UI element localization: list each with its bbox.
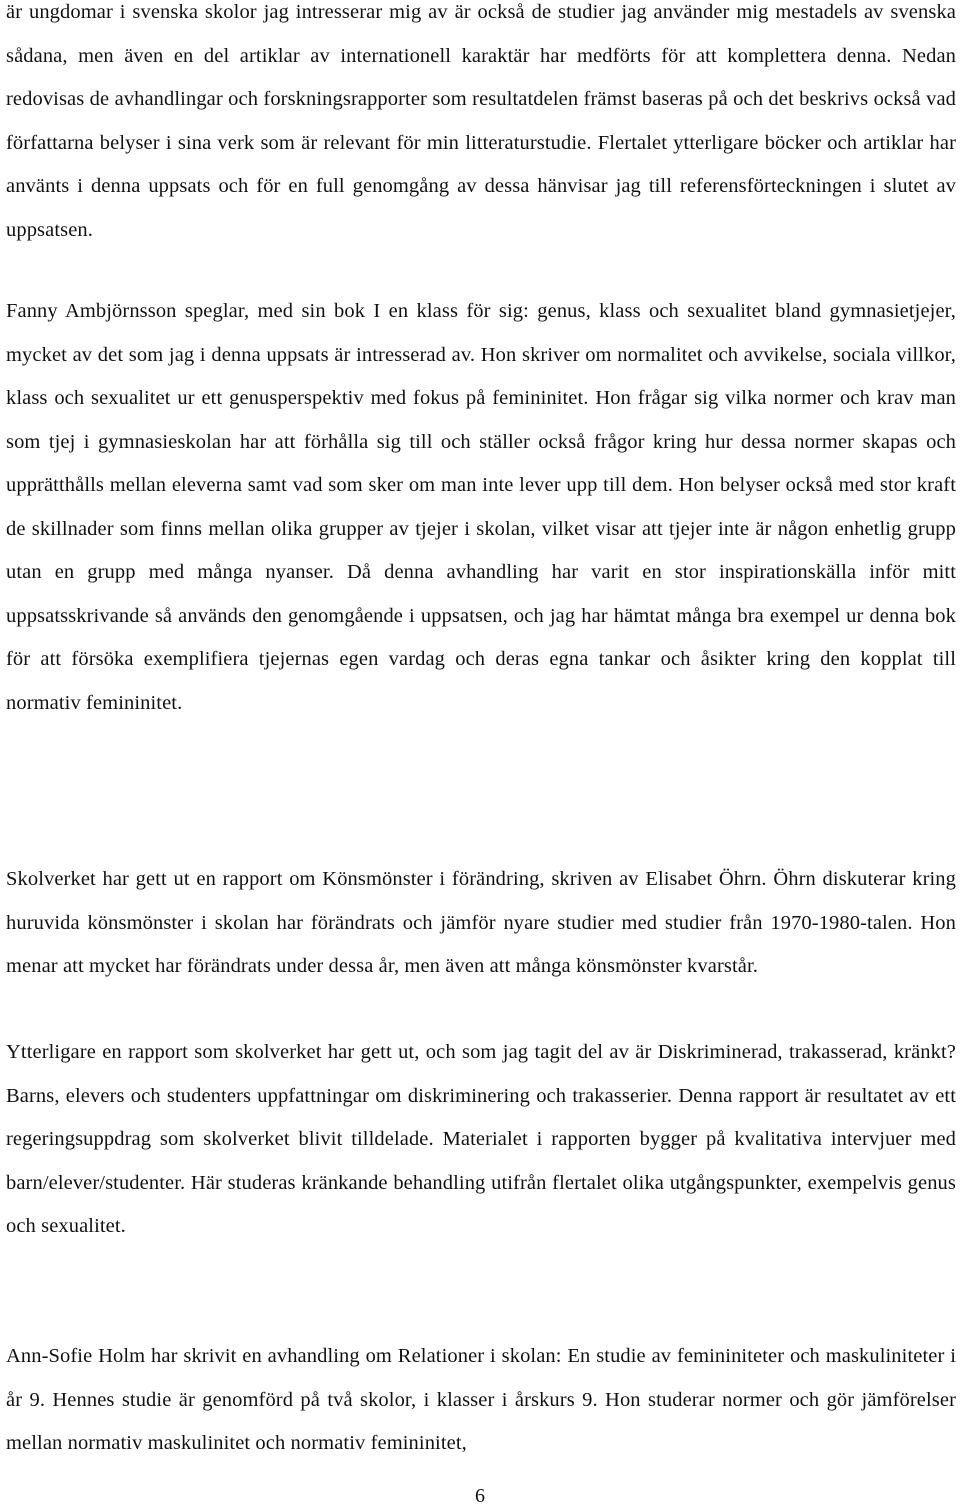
paragraph-holm: Ann-Sofie Holm har skrivit en avhandling om Relationer i skolan: En studie av femininiteter och maskuliniteter i år 9. Hennes studie är genomförd på två skolor, i klasser i årskurs 9. Hon studerar normer och gör jämförelser mellan normativ maskulinitet och normativ femininitet, (6, 1345, 956, 1454)
paragraph-intro-continued: är ungdomar i svenska skolor jag intresserar mig av är också de studier jag använder mig mestadels av svenska sådana, men även en del artiklar av internationell karaktär har medförts för att komplettera denna. Nedan redovisas de avhandlingar och forskningsrapporter som resultatdelen främst baseras på och det beskrivs också vad författarna belyser i sina verk som är relevant för min litteraturstudie. Flertalet ytterligare böcker och artiklar har använts i denna uppsats och för en full genomgång av dessa hänvisar jag till referensförteckningen i slutet av uppsatsen. (6, 1, 956, 241)
paragraph-ambjornsson: Fanny Ambjörnsson speglar, med sin bok I en klass för sig: genus, klass och sexualitet bland gymnasietjejer, mycket av det som jag i denna uppsats är intresserad av. Hon skriver om normalitet och avvikelse, sociala villkor, klass och sexualitet ur ett genusperspektiv med fokus på femininitet. Hon frågar sig vilka normer och krav man som tjej i gymnasieskolan har att förhålla sig till och ställer också frågor kring hur dessa normer skapas och upprätthålls mellan eleverna samt vad som sker om man inte lever upp till dem. Hon belyser också med stor kraft de skillnader som finns mellan olika grupper av tjejer i skolan, vilket visar att tjejer inte är någon enhetlig grupp utan en grupp med många nyanser. Då denna avhandling har varit en stor inspirationskälla inför mitt uppsatsskrivande så används den genomgående i uppsatsen, och jag har hämtat många bra exempel ur denna bok för att försöka exemplifiera tjejernas egen vardag och deras egna tankar och åsikter kring den kopplat till normativ femininitet. (6, 300, 956, 714)
paragraph-skolverket-diskriminering: Ytterligare en rapport som skolverket har gett ut, och som jag tagit del av är Diskriminerad, trakasserad, kränkt? Barns, elevers och studenters uppfattningar om diskriminering och trakasserier. Denna rapport är resultatet av ett regeringsuppdrag som skolverket blivit tilldelade. Materialet i rapporten bygger på kvalitativa intervjuer med barn/elever/studenter. Här studeras kränkande behandling utifrån flertalet olika utgångspunkter, exempelvis genus och sexualitet. (6, 1041, 956, 1237)
page-number: 6 (475, 1485, 485, 1507)
paragraph-skolverket-konsmonster: Skolverket har gett ut en rapport om Könsmönster i förändring, skriven av Elisabet Öhrn. Öhrn diskuterar kring huruvida könsmönster i skolan har förändrats och jämför nyare studier med studier från 1970-1980-talen. Hon menar att mycket har förändrats under dessa år, men även att många könsmönster kvarstår. (6, 868, 956, 977)
